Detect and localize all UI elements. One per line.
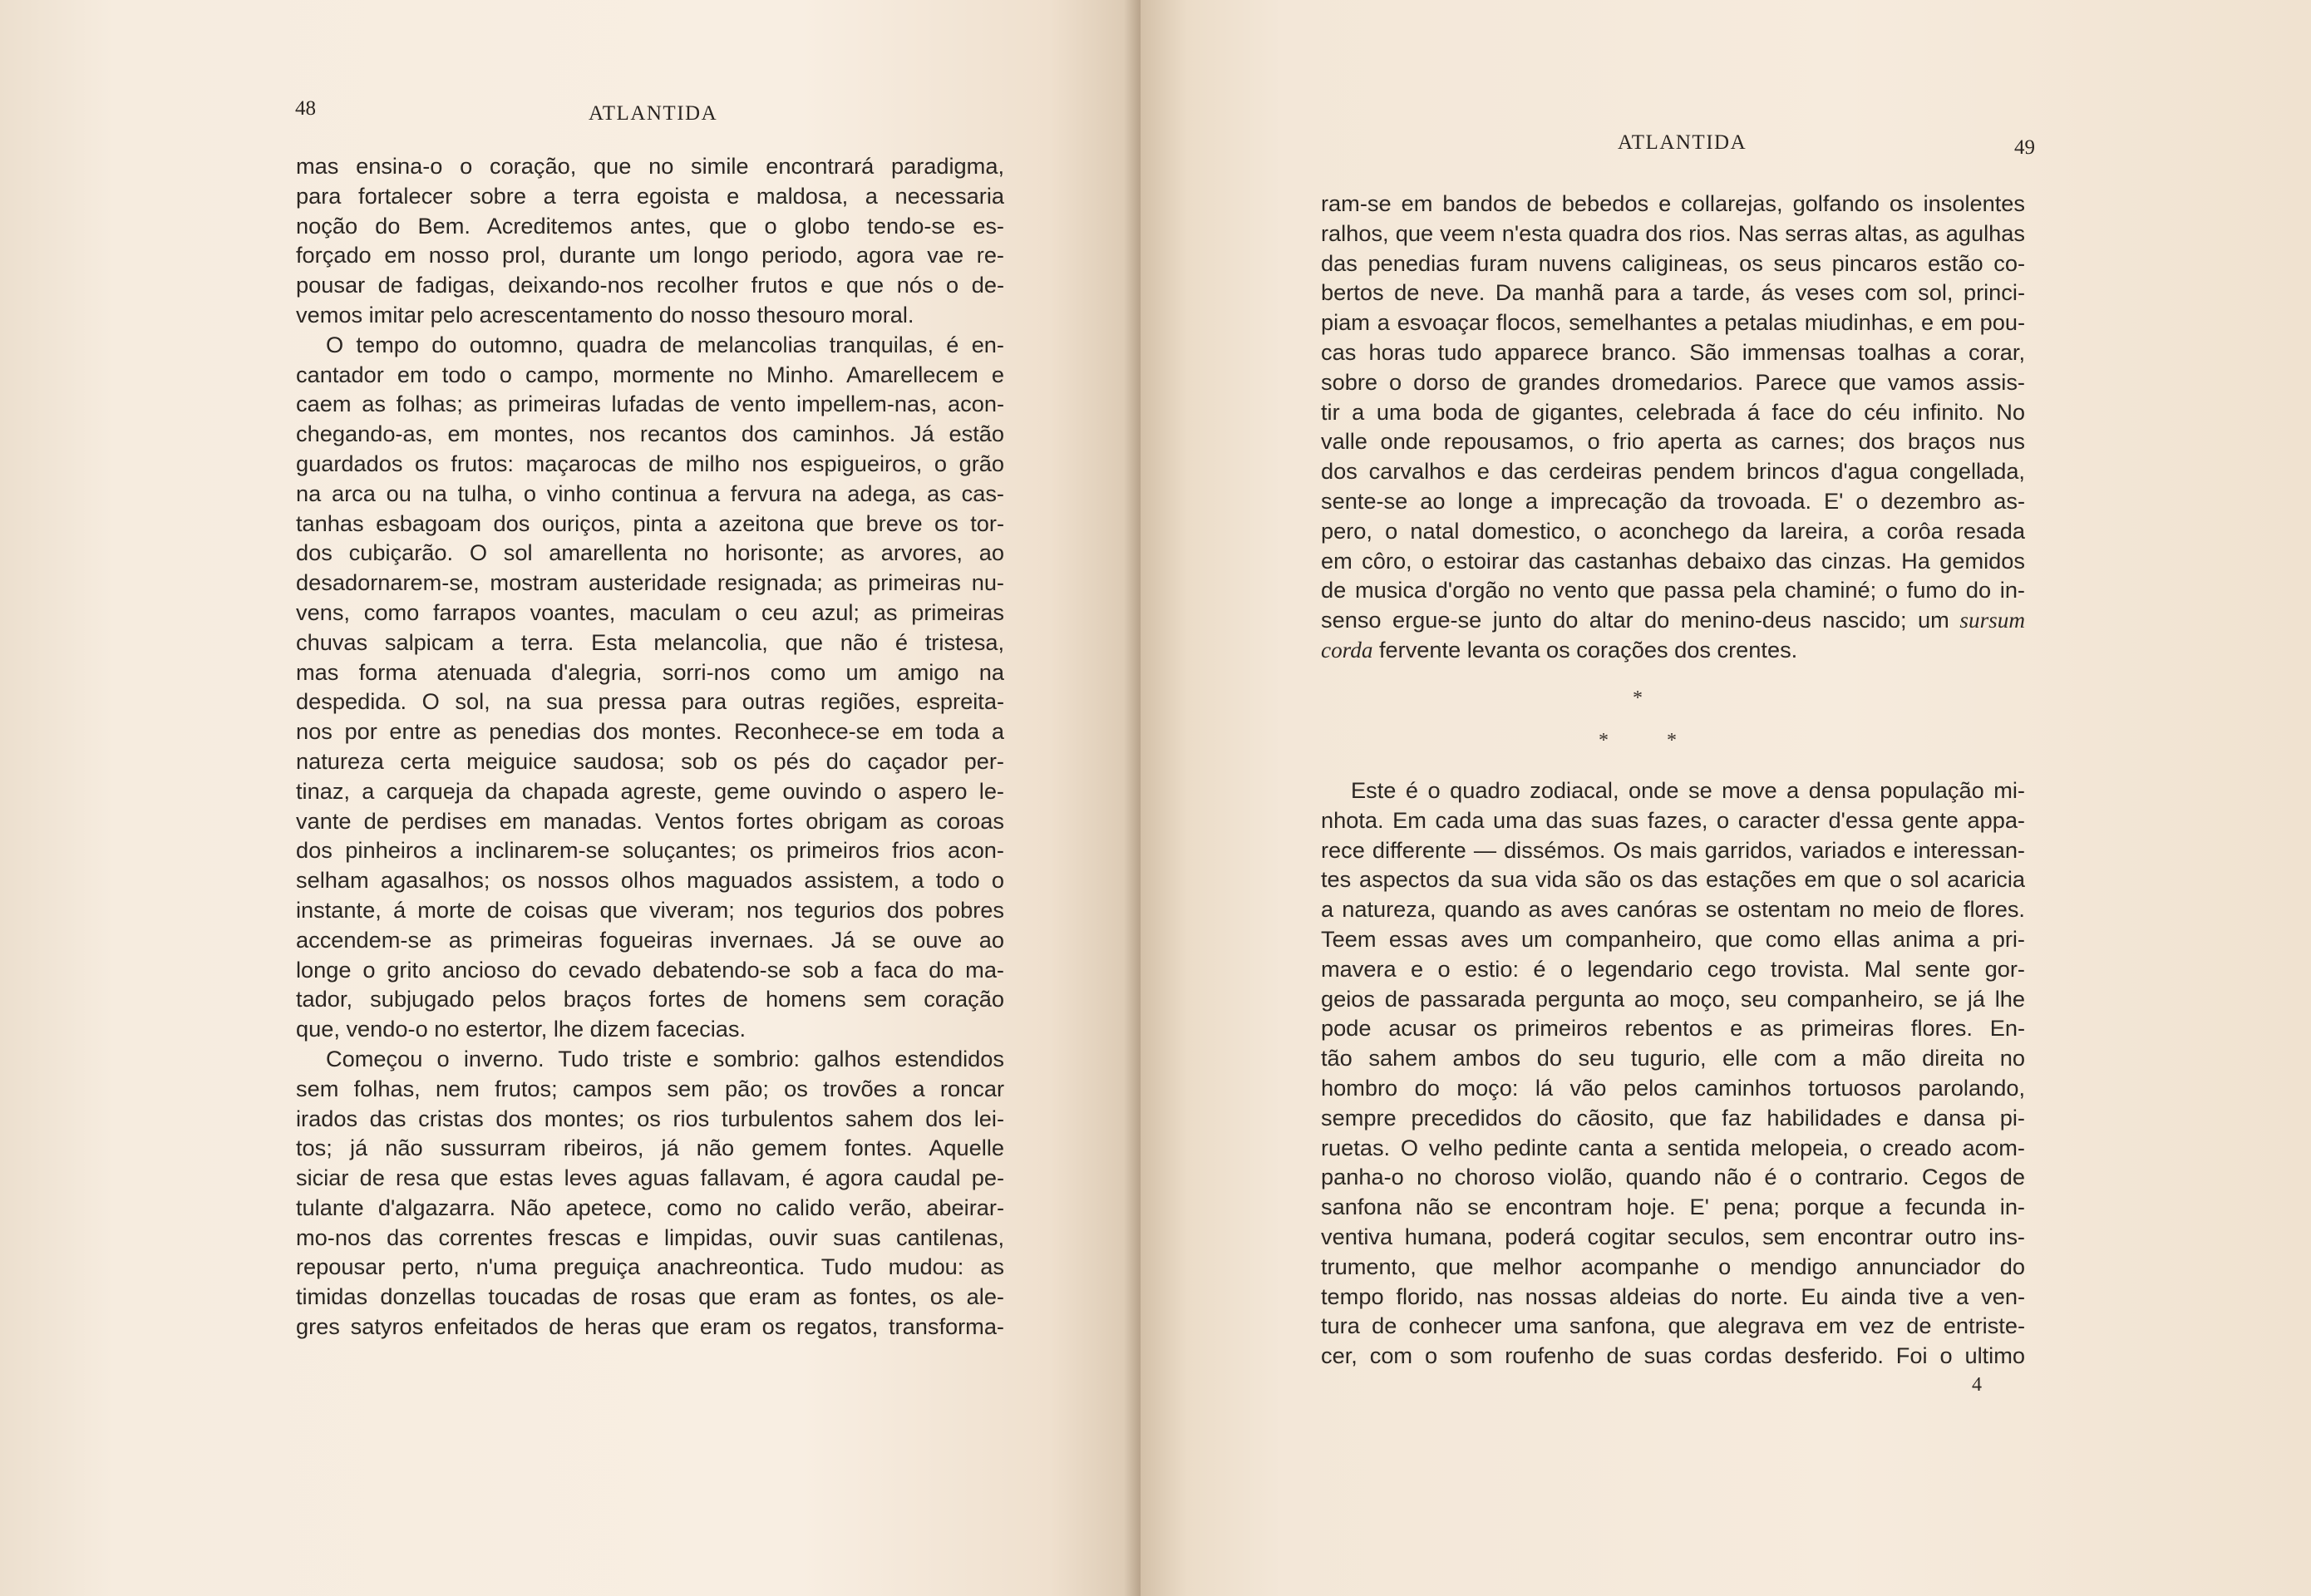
- text-line: sente-se ao longe a imprecação da trovoada. E' o dezembro as-: [1321, 487, 2025, 514]
- text-line: cantador em todo o campo, mormente no Minho. Amarellecem e: [296, 361, 1004, 387]
- right-body-text-1: [1321, 189, 2025, 665]
- text-line: Teem essas aves um companheiro, que como ellas anima a pri-: [1321, 925, 2025, 952]
- text-line: despedida. O sol, na sua pressa para outras regiões, espreita-: [296, 688, 1004, 715]
- italic-word: corda: [1321, 637, 1373, 663]
- text-line: tura de conhecer uma sanfona, que alegrava em vez de entristе-: [1321, 1313, 2025, 1339]
- text-line: accendem-se as primeiras fogueiras invernaes. Já se ouve ao: [296, 926, 1004, 953]
- left-running-head: ATLANTIDA: [589, 102, 718, 125]
- text-line: repousar perto, n'uma preguiça anachreontica. Tudo mudou: as: [296, 1254, 1004, 1280]
- text-line: ralhos, que veem n'esta quadra dos rios. Nas serras altas, as agulhas: [1321, 219, 2025, 246]
- text-line: O tempo do outomno, quadra de melancolias tranquilas, é en-: [326, 331, 1004, 357]
- text-line: longe o grito ancioso do cevado debatendo-se sob a faca do ma-: [296, 956, 1004, 983]
- text-line: panha-o no choroso violão, quando não é o contrario. Cegos de: [1321, 1164, 2025, 1190]
- left-page-number: 48: [295, 97, 316, 120]
- text-line: nos por entre as penedias dos montes. Reconhece-se em toda a: [296, 718, 1004, 745]
- text-line: na arca ou na tulha, o vinho continua a fervura na adega, as cas-: [296, 480, 1004, 506]
- text-line: a natureza, quando as aves canóras se ostentam no meio de flores.: [1321, 896, 2025, 923]
- text-line: tempo florido, nas nossas aldeias do norte. Eu ainda tive a ven-: [1321, 1283, 2025, 1309]
- text-line: sobre o dorso de grandes dromedarios. Parece que vamos assis-: [1321, 368, 2025, 395]
- text-line: tulante d'algazarra. Não apetece, como no calido verão, abeirar-: [296, 1194, 1004, 1220]
- text-line: sem folhas, nem frutos; campos sem pão; os trovões a roncar: [296, 1075, 1004, 1101]
- text-line: geios de passarada pergunta ao moço, seu companheiro, se já lhe: [1321, 985, 2025, 1012]
- text-line: dos cubiçarão. O sol amarellenta no horisonte; as arvores, ao: [296, 539, 1004, 566]
- text-line: timidas donzellas toucadas de rosas que eram as fontes, os ale-: [296, 1283, 1004, 1310]
- text-line: tinaz, a carqueja da chapada agreste, geme ouvindo o aspero le-: [296, 777, 1004, 804]
- text-line: que, vendo-o no estertor, lhe dizem facecias.: [296, 1016, 747, 1042]
- text-line: pousar de fadigas, deixando-nos recolher frutos e que nós o de-: [296, 272, 1004, 298]
- text-line: guardados os frutos: maçarocas de milho nos espigueiros, o grão: [296, 450, 1004, 476]
- right-body-text-2: [1321, 776, 2025, 1371]
- signature-mark: 4: [1972, 1374, 1982, 1396]
- text-line: tes aspectos da sua vida são os das estações em que o sol acaricia: [1321, 866, 2025, 893]
- text-line: pode acusar os primeiros rebentos e as primeiras flores. En-: [1321, 1015, 2025, 1042]
- text-line: siciar de resa que estas leves aguas fallavam, é agora caudal pe-: [296, 1165, 1004, 1191]
- text-line: ram-se em bandos de bebedos e collarejas, golfando os insolentes: [1321, 190, 2025, 216]
- text-line: de musica d'orgão no vento que passa pela chaminé; o fumo do in-: [1321, 577, 2025, 603]
- text-line: vante de perdises em manadas. Ventos fortes obrigam as coroas: [296, 807, 1004, 834]
- text-line: trumento, que melhor acompanhe o mendigo annunciador do: [1321, 1253, 2025, 1279]
- text-line: tanhas esbagoam dos ouriços, pinta a azeitona que breve os tor-: [296, 510, 1004, 536]
- text-line: mavera e o estio: é o legendario cego trovista. Mal sente gor-: [1321, 955, 2025, 982]
- right-running-head: ATLANTIDA: [1618, 131, 1747, 154]
- text-line: caem as folhas; as primeiras lufadas de vento impellem-nas, acon-: [296, 391, 1004, 417]
- text-line: mas ensina-o o coração, que no simile encontrará paradigma,: [296, 153, 1004, 179]
- text-line: piam a esvoaçar flocos, semelhantes a petalas miudinhas, e em pou-: [1321, 309, 2025, 336]
- text-line: gres satyros enfeitados de heras que eram os regatos, transforma-: [296, 1313, 1004, 1340]
- text-line: hombro do moço: lá vão pelos caminhos tortuosos parolando,: [1321, 1074, 2025, 1101]
- text-line: Este é o quadro zodiacal, onde se move a densa população mi-: [1351, 777, 2025, 803]
- text-line: cas horas tudo apparece branco. São immensas toalhas a corar,: [1321, 338, 2025, 365]
- text-line: noção do Bem. Acreditemos antes, que o globo tendo-se es-: [296, 212, 1004, 239]
- text-fragment: fervente levanta os corações dos crentes.: [1372, 636, 1798, 663]
- text-line: bertos de neve. Da manhã para a tarde, ás veses com sol, princi-: [1321, 279, 2025, 306]
- text-line: das penedias furam nuvens caligineas, os seus pincaros estão co-: [1321, 249, 2025, 276]
- text-line: tão sahem ambos do seu tugurio, elle com a mão direita no: [1321, 1045, 2025, 1071]
- text-line: natureza certa meiguice saudosa; sob os pés do caçador per-: [296, 747, 1004, 774]
- text-line: vemos imitar pelo acrescentamento do nosso thesouro moral.: [296, 301, 914, 328]
- text-line: cer, com o som roufenho de suas cordas desferido. Foi o ultimo: [1321, 1342, 2025, 1369]
- text-line: desadornarem-se, mostram austeridade resignada; as primeiras nu-: [296, 569, 1004, 596]
- text-line: em côro, o estoirar das castanhas debaixo das cinzas. Ha gemidos: [1321, 547, 2025, 574]
- text-line: sanfona não se encontram hoje. E' pena; porque a fecunda in-: [1321, 1194, 2025, 1220]
- text-line: dos pinheiros a inclinarem-se soluçantes; os primeiros frios acon-: [296, 837, 1004, 864]
- text-line: tir a uma boda de gigantes, celebrada á face do céu infinito. No: [1321, 398, 2025, 425]
- right-page-number: 49: [2014, 136, 2035, 159]
- text-line: nhota. Em cada uma das suas fazes, o caracter d'essa gente appa-: [1321, 806, 2025, 833]
- text-line: chuvas salpicam a terra. Esta melancolia, que não é tristesa,: [296, 628, 1004, 655]
- text-line: rece differente — dissémos. Os mais garridos, variados e interessan-: [1321, 836, 2025, 863]
- text-line: ruetas. O velho pedinte canta a sentida melopeia, o creado acom-: [1321, 1134, 2025, 1160]
- text-line: pero, o natal domestico, o aconchego da lareira, a corôa resada: [1321, 517, 2025, 544]
- text-line: vens, como farrapos voantes, maculam o ceu azul; as primeiras: [296, 598, 1004, 625]
- asterism-right: *: [1667, 730, 1677, 751]
- text-line: [1321, 635, 2025, 665]
- text-line: forçado em nosso prol, durante um longo periodo, agora vae re-: [296, 242, 1004, 268]
- asterism-left: *: [1599, 730, 1609, 751]
- left-page: [0, 0, 1141, 1596]
- text-line: irados das cristas dos montes; os rios turbulentos sahem dos lei-: [296, 1105, 1004, 1131]
- right-page: [1141, 0, 2311, 1596]
- text-line: sempre precedidos do cãosito, que faz habilidades e dansa pi-: [1321, 1104, 2025, 1130]
- text-line: para fortalecer sobre a terra egoista e maldosa, a necessaria: [296, 182, 1004, 209]
- text-line: tador, subjugado pelos braços fortes de homens sem coração: [296, 986, 1004, 1012]
- text-line: tos; já não sussurram ribeiros, já não gemem fontes. Aquelle: [296, 1135, 1004, 1161]
- italic-word: sursum: [1949, 608, 2025, 633]
- text-line: senso ergue-se junto do altar do menino-deus nascido; um sursum: [1321, 607, 2025, 633]
- text-line: selham agasalhos; os nossos olhos maguados assistem, a todo o: [296, 867, 1004, 894]
- asterism-top: *: [1633, 687, 1643, 709]
- text-line: mas forma atenuada d'alegria, sorri-nos como um amigo na: [296, 658, 1004, 685]
- text-line: instante, á morte de coisas que viveram; nos tegurios dos pobres: [296, 896, 1004, 923]
- text-line: valle onde repousamos, o frio aperta as carnes; dos braços nus: [1321, 428, 2025, 455]
- left-body-text: [296, 151, 1004, 1342]
- text-line: Começou o inverno. Tudo triste e sombrio: galhos estendidos: [326, 1045, 1004, 1071]
- text-line: mo-nos das correntes frescas e limpidas, ouvir suas cantilenas,: [296, 1224, 1004, 1250]
- text-line: ventiva humana, poderá cogitar seculos, sem encontrar outro ins-: [1321, 1223, 2025, 1249]
- text-line: chegando-as, em montes, nos recantos dos caminhos. Já estão: [296, 421, 1004, 447]
- text-line: dos carvalhos e das cerdeiras pendem brincos d'agua congellada,: [1321, 458, 2025, 485]
